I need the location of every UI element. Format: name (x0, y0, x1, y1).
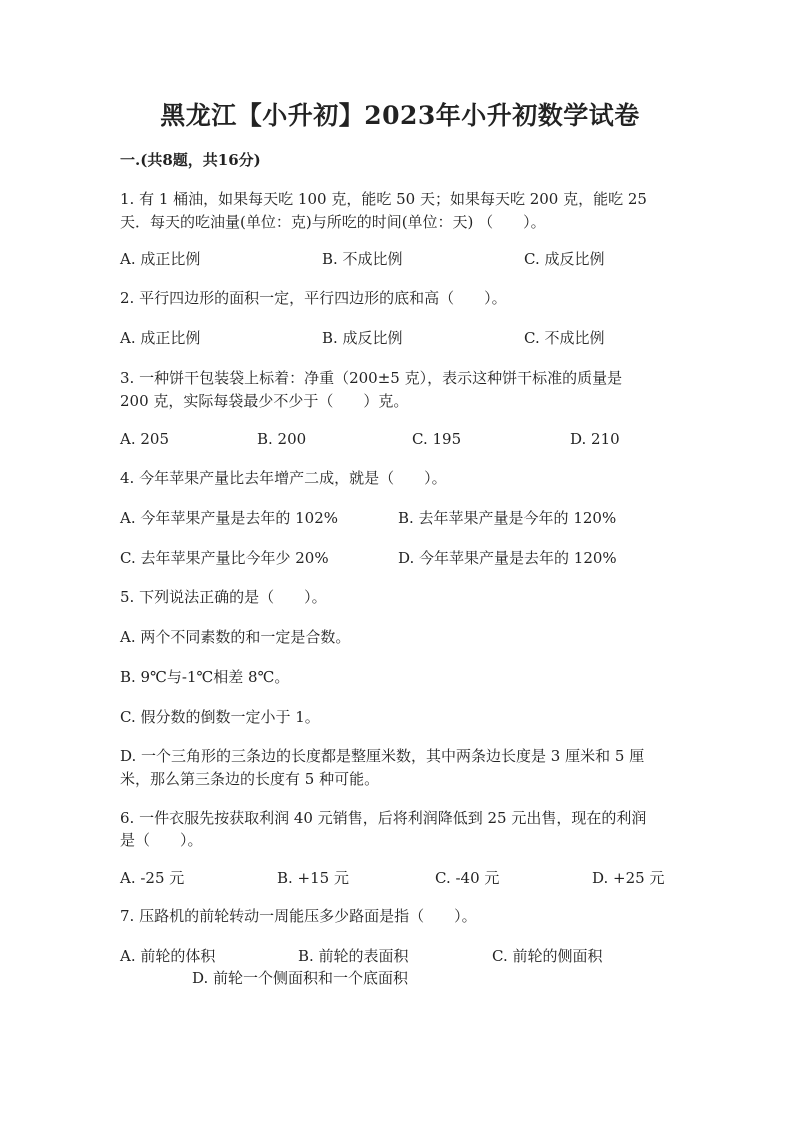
question-6-option-c: C. -40 元 (435, 869, 500, 887)
question-3-option-a: A. 205 (120, 430, 169, 448)
question-1-line-2: 天．每天的吃油量(单位：克)与所吃的时间(单位：天) （ ）。 (120, 213, 546, 231)
question-2-line-1: 2. 平行四边形的面积一定，平行四边形的底和高（ ）。 (120, 289, 507, 307)
question-5-option-d-line-2: 米，那么第三条边的长度有 5 种可能。 (120, 770, 380, 788)
question-4-option-c: C. 去年苹果产量比今年少 20% (120, 549, 329, 567)
question-5-option-a: A. 两个不同素数的和一定是合数。 (120, 628, 351, 646)
question-2-option-c: C. 不成比例 (524, 329, 605, 347)
question-3-option-b: B. 200 (257, 430, 307, 448)
question-6-option-b: B. +15 元 (277, 869, 349, 887)
question-1-line-1: 1. 有 1 桶油，如果每天吃 100 克，能吃 50 天；如果每天吃 200 克，能吃 25 (120, 190, 647, 208)
question-5-option-c: C. 假分数的倒数一定小于 1。 (120, 708, 320, 726)
question-5-option-b: B. 9℃与-1℃相差 8℃。 (120, 668, 290, 686)
question-7-option-c: C. 前轮的侧面积 (492, 947, 603, 965)
question-7-option-d: D. 前轮一个侧面积和一个底面积 (192, 969, 409, 987)
question-1-option-c: C. 成反比例 (524, 250, 605, 268)
question-2-option-a: A. 成正比例 (120, 329, 201, 347)
question-4-option-b: B. 去年苹果产量是今年的 120% (398, 509, 617, 527)
question-7-option-b: B. 前轮的表面积 (298, 947, 409, 965)
question-6-option-a: A. -25 元 (120, 869, 185, 887)
question-2-option-b: B. 成反比例 (322, 329, 403, 347)
question-7-option-a: A. 前轮的体积 (120, 947, 216, 965)
question-7-line-1: 7. 压路机的前轮转动一周能压多少路面是指（ ）。 (120, 907, 477, 925)
question-3-line-1: 3. 一种饼干包装袋上标着：净重（200±5 克），表示这种饼干标准的质量是 (120, 369, 623, 387)
question-6-line-1: 6. 一件衣服先按获取利润 40 元销售，后将利润降低到 25 元出售，现在的利润 (120, 809, 647, 827)
question-5-option-d-line-1: D. 一个三角形的三条边的长度都是整厘米数，其中两条边长度是 3 厘米和 5 厘 (120, 747, 645, 765)
question-3-option-d: D. 210 (570, 430, 620, 448)
question-4-option-a: A. 今年苹果产量是去年的 102% (120, 509, 339, 527)
page-title: 黑龙江【小升初】2023年小升初数学试卷 (160, 101, 640, 130)
question-1-option-a: A. 成正比例 (120, 250, 201, 268)
question-3-option-c: C. 195 (412, 430, 462, 448)
question-1-option-b: B. 不成比例 (322, 250, 403, 268)
section-heading: 一.(共8题，共16分) (120, 151, 261, 169)
question-4-option-d: D. 今年苹果产量是去年的 120% (398, 549, 617, 567)
question-6-line-2: 是（ ）。 (120, 831, 203, 849)
question-3-line-2: 200 克，实际每袋最少不少于（ ）克。 (120, 392, 409, 410)
question-4-line-1: 4. 今年苹果产量比去年增产二成，就是（ ）。 (120, 469, 447, 487)
question-6-option-d: D. +25 元 (592, 869, 665, 887)
question-5-line-1: 5. 下列说法正确的是（ ）。 (120, 588, 327, 606)
